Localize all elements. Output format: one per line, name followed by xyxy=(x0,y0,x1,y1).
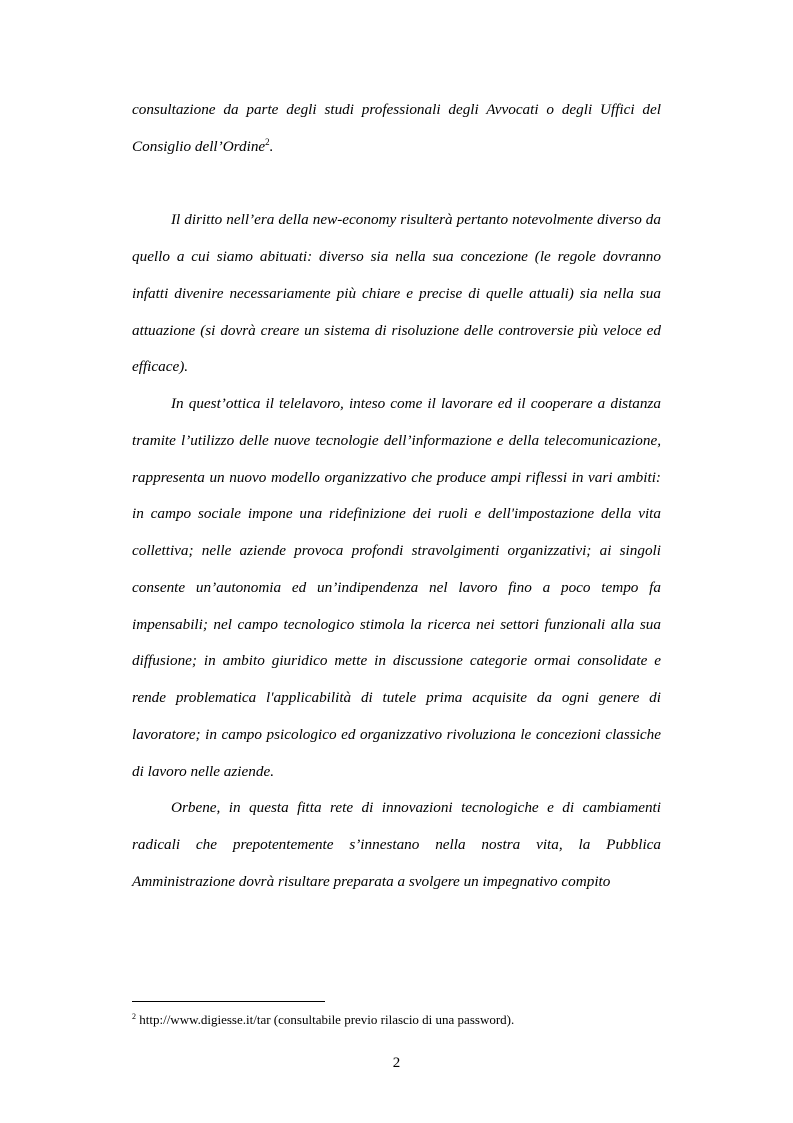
opening-tail: . xyxy=(269,137,274,155)
footnote-text: http://www.digiesse.it/tar (consultabile previo rilascio di una password). xyxy=(139,1012,515,1027)
paragraph-2: In quest’ottica il telelavoro, inteso come il lavorare ed il cooperare a distanza tramite l’utilizzo delle nuove tecnologie dell’informazione e della telecomunicazione, rappresenta un nuovo modello organizzativo che produce ampi riflessi in vari ambiti: in campo sociale impone una ridefinizione dei ruoli e dell'impostazione della vita collettiva; nelle aziende provoca profondi stravolgimenti organizzativi; ai singoli consente un’autonomia ed un’indipendenza nel lavoro fino a poco tempo fa impensabili; nel campo tecnologico stimola la ricerca nei settori funzionali alla sua diffusione; in ambito giuridico mette in discussione categorie ormai consolidate e rende problematica l'applicabilità di tutele prima acquisite da ogni genere di lavoratore; in campo psicologico ed organizzativo rivoluziona le concezioni classiche di lavoro nelle aziende. xyxy=(132,395,661,780)
footnote-number: 2 xyxy=(132,1012,136,1021)
page-number: 2 xyxy=(392,1055,401,1071)
paragraph-1: Il diritto nell’era della new-economy risulterà pertanto notevolmente diverso da quello a cui siamo abituati: diverso sia nella sua concezione (le regole dovranno infatti divenire necessariamente più chiare e precise di quelle attuali) sia nella sua attuazione (si dovrà creare un sistema di risoluzione delle controversie più veloce ed efficace). xyxy=(132,211,661,376)
footnote xyxy=(132,1011,661,1029)
paragraph-spacer xyxy=(132,166,661,203)
opening-text: consultazione da parte degli studi professionali degli Avvocati o degli Uffici del Consiglio dell’Ordine xyxy=(132,101,661,155)
footnote-reference: 2 xyxy=(265,136,270,147)
body-text xyxy=(132,92,661,901)
paragraph-3: Orbene, in questa fitta rete di innovazioni tecnologiche e di cambiamenti radicali che prepotentemente s’innestano nella nostra vita, la Pubblica Amministrazione dovrà risultare preparata a svolgere un impegnativo compito xyxy=(132,799,661,890)
footnote-separator xyxy=(132,1001,325,1002)
opening-paragraph xyxy=(132,92,661,166)
